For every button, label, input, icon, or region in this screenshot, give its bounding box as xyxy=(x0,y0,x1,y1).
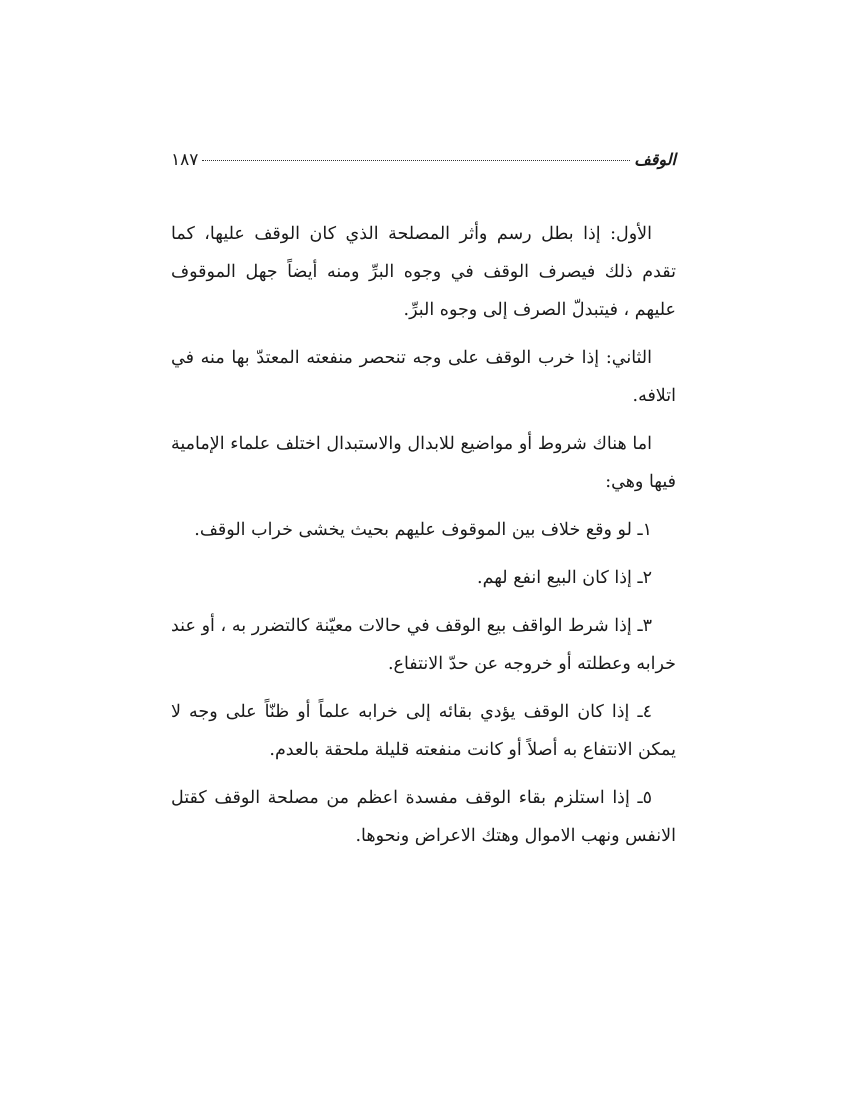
paragraph-conditions-intro: اما هناك شروط أو مواضيع للابدال والاستبدال اختلف علماء الإمامية فيها وهي: xyxy=(171,434,676,492)
dotted-leader xyxy=(202,160,630,161)
paragraph-first: الأول: إذا بطل رسم وأثر المصلحة الذي كان الوقف عليها، كما تقدم ذلك فيصرف الوقف في وجوه البرِّ ومنه أيضاً جهل الموقوف عليهم ، فيتبدلّ الصرف إلى وجوه البرِّ. xyxy=(171,224,676,320)
page-body xyxy=(171,215,676,855)
list-item-5: ٥ـ إذا استلزم بقاء الوقف مفسدة اعظم من مصلحة الوقف كقتل الانفس ونهب الاموال وهتك الاعراض ونحوها. xyxy=(171,788,676,846)
running-header xyxy=(171,150,676,182)
book-page xyxy=(171,150,676,865)
list-item-4: ٤ـ إذا كان الوقف يؤدي بقائه إلى خرابه علماً أو ظنّاً على وجه لا يمكن الانتفاع به أصلاً أو كانت منفعته قليلة ملحقة بالعدم. xyxy=(171,702,676,760)
list-item-3: ٣ـ إذا شرط الواقف بيع الوقف في حالات معيّنة كالتضرر به ، أو عند خرابه وعطلته أو خروجه عن حدّ الانتفاع. xyxy=(171,616,676,674)
section-title: الوقف xyxy=(634,150,676,169)
list-item-1: ١ـ لو وقع خلاف بين الموقوف عليهم بحيث يخشى خراب الوقف. xyxy=(194,520,652,540)
list-item-2: ٢ـ إذا كان البيع انفع لهم. xyxy=(477,568,652,588)
paragraph-second: الثاني: إذا خرب الوقف على وجه تنحصر منفعته المعتدّ بها منه في اتلافه. xyxy=(171,348,676,406)
page-number: ١٨٧ xyxy=(171,150,199,170)
